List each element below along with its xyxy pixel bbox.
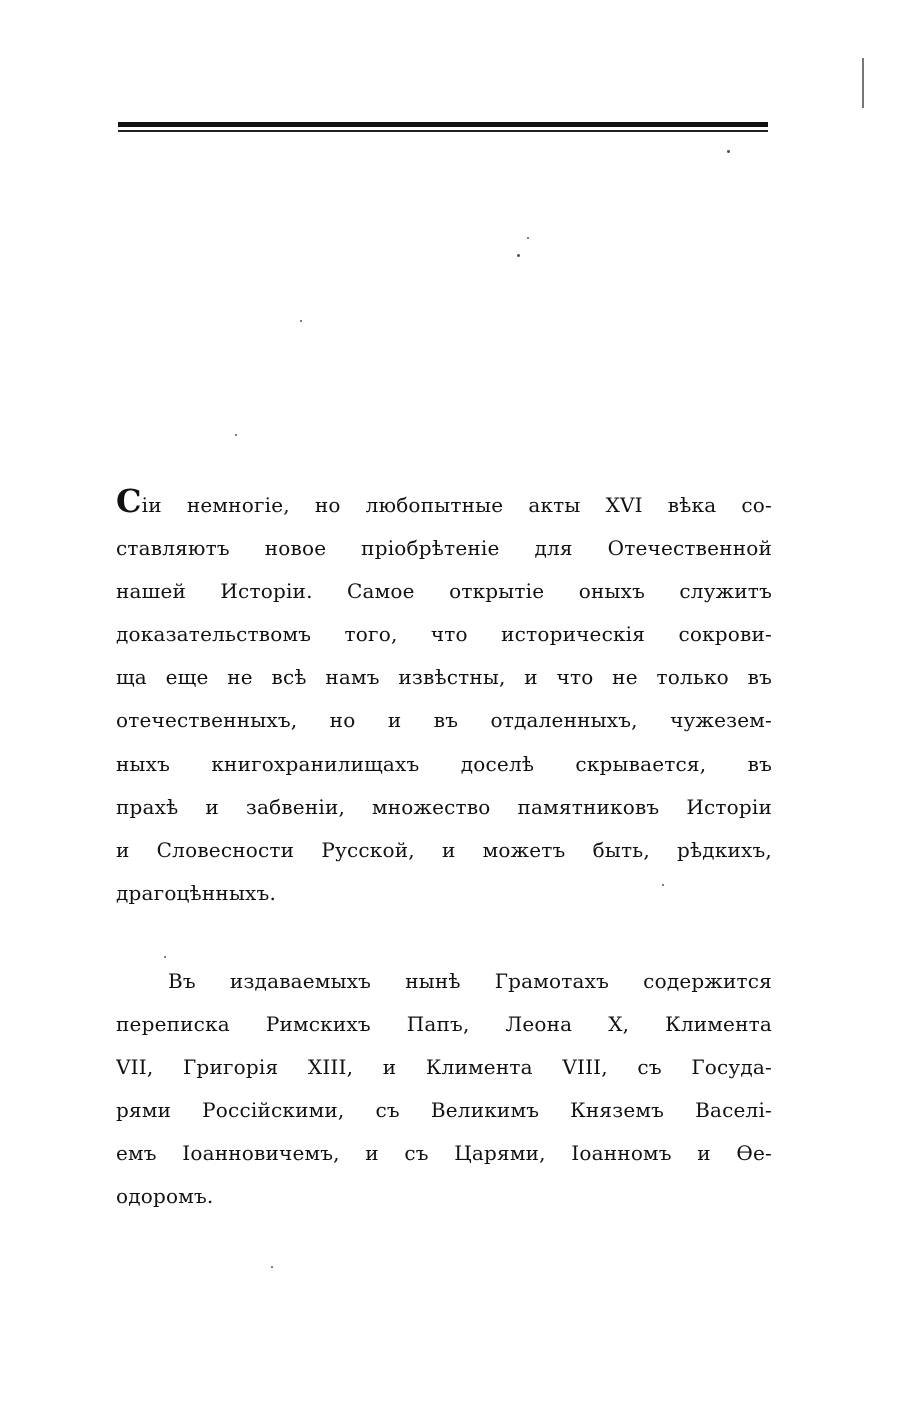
header-rule-thin-line bbox=[118, 130, 768, 132]
paper-speck bbox=[271, 1266, 273, 1268]
paper-speck bbox=[662, 884, 664, 886]
paragraph-1 bbox=[116, 484, 772, 915]
paragraph-1-line-5: ща еще не всѣ намъ извѣстны, и что не только въ bbox=[116, 665, 772, 690]
dropcap-letter: С bbox=[116, 484, 142, 520]
paragraph-1-line-1 bbox=[116, 484, 772, 527]
paragraph-1-line-3: нашей Исторіи. Самое открытіе оныхъ служитъ bbox=[116, 579, 772, 604]
paragraph-2-line-4: рями Россійскими, съ Великимъ Княземъ Васелі- bbox=[116, 1098, 772, 1123]
paragraph-1-line-8: прахѣ и забвеніи, множество памятниковъ Исторіи bbox=[116, 794, 772, 819]
paragraph-2-line-1: Въ издаваемыхъ нынѣ Грамотахъ содержится bbox=[168, 969, 772, 993]
paragraph-1-line-9: и Словесности Русской, и можетъ быть, рѣдкихъ, bbox=[116, 837, 772, 862]
paper-speck bbox=[527, 237, 529, 239]
binding-edge-mark bbox=[862, 58, 864, 108]
paragraph-2 bbox=[116, 960, 772, 1219]
paragraph-1-line-4: доказательствомъ того, что историческія сокрови- bbox=[116, 622, 772, 647]
paragraph-1-line-1-text: іи немногіе, но любопытные акты XVI вѣка со- bbox=[141, 493, 772, 517]
paragraph-2-line-2: переписка Римскихъ Папъ, Леона X, Климента bbox=[116, 1012, 772, 1037]
paper-speck bbox=[300, 320, 302, 322]
paper-speck bbox=[164, 956, 166, 958]
paragraph-2-line-5: емъ Іоанновичемъ, и съ Царями, Іоанномъ и Ѳе- bbox=[116, 1141, 772, 1166]
paper-speck bbox=[235, 434, 237, 436]
paragraph-1-line-6: отечественныхъ, но и въ отдаленныхъ, чужезем- bbox=[116, 708, 772, 733]
paragraph-1-line-10: драгоцѣнныхъ. bbox=[116, 880, 277, 905]
paragraph-1-line-2: ставляютъ новое пріобрѣтеніе для Отечественной bbox=[116, 536, 772, 561]
paper-speck bbox=[517, 254, 520, 257]
header-rule bbox=[118, 122, 768, 134]
paragraph-1-line-7: ныхъ книгохранилищахъ доселѣ скрывается, въ bbox=[116, 751, 772, 776]
paragraph-2-line-3: VII, Григорія XIII, и Климента VIII, съ Госуда- bbox=[116, 1055, 772, 1080]
header-rule-thick-line bbox=[118, 122, 768, 127]
paper-speck bbox=[727, 150, 730, 153]
paragraph-2-line-6: одоромъ. bbox=[116, 1184, 214, 1209]
